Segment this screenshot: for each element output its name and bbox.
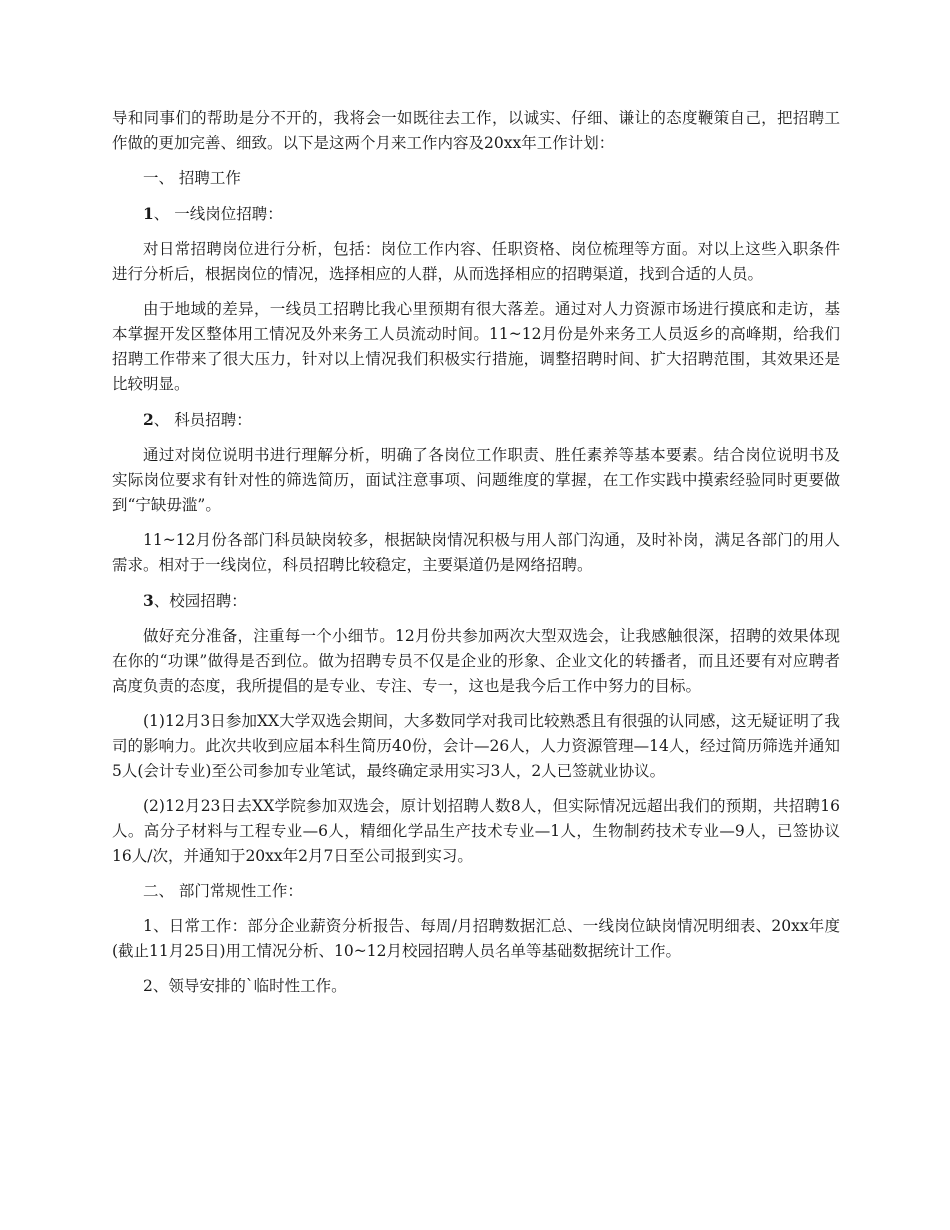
body-paragraph: 2、领导安排的`临时性工作。 [143, 977, 347, 995]
body-paragraph: (1)12月3日参加XX大学双选会期间，大多数同学对我司比较熟悉且有很强的认同感，这无疑证明了我司的影响力。此次共收到应届本科生简历40份，会计—26人，人力资源管理—14人，经过简历筛选并通知5人(会计专业)至公司参加专业笔试，最终确定录用实习3人，2人已签就业协议。 [112, 712, 840, 780]
subsection-number: 1 [143, 204, 154, 223]
body-paragraph: 由于地域的差异，一线员工招聘比我心里预期有很大落差。通过对人力资源市场进行摸底和走访，基本掌握开发区整体用工情况及外来务工人员流动时间。11~12月份是外来务工人员返乡的高峰期，给我们招聘工作带来了很大压力，针对以上情况我们积极实行措施，调整招聘时间、扩大招聘范围，其效果还是比较明显。 [112, 300, 840, 393]
subsection-heading-staff [112, 407, 840, 433]
body-paragraph: 做好充分准备，注重每一个小细节。12月份共参加两次大型双选会，让我感触很深，招聘的效果体现在你的“功课”做得是否到位。做为招聘专员不仅是企业的形象、企业文化的转播者，而且还要有对应聘者高度负责的态度，我所提倡的是专业、专注、专一，这也是我今后工作中努力的目标。 [112, 627, 840, 695]
body-paragraph: 通过对岗位说明书进行理解分析，明确了各岗位工作职责、胜任素养等基本要素。结合岗位说明书及实际岗位要求有针对性的筛选简历，面试注意事项、问题维度的掌握，在工作实践中摸索经验同时更要做到“宁缺毋滥”。 [112, 446, 840, 514]
body-paragraph: 对日常招聘岗位进行分析，包括：岗位工作内容、任职资格、岗位梳理等方面。对以上这些入职条件进行分析后，根据岗位的情况，选择相应的人群，从而选择相应的招聘渠道，找到合适的人员。 [112, 240, 840, 283]
subsection-number: 2 [143, 410, 154, 429]
subsection-title: 、校园招聘： [153, 592, 247, 610]
section-heading-recruitment: 一、 招聘工作 [143, 169, 241, 187]
body-paragraph: 11~12月份各部门科员缺岗较多，根据缺岗情况积极与用人部门沟通，及时补岗，满足各部门的用人需求。相对于一线岗位，科员招聘比较稳定，主要渠道仍是网络招聘。 [112, 531, 840, 574]
subsection-number: 3 [143, 591, 154, 610]
subsection-heading-campus [112, 588, 840, 614]
body-paragraph: (2)12月23日去XX学院参加双选会，原计划招聘人数8人，但实际情况远超出我们的预期，共招聘16人。高分子材料与工程专业—6人，精细化学品生产技术专业—1人，生物制药技术专业—9人，已签协议16人/次，并通知于20xx年2月7日至公司报到实习。 [112, 797, 840, 865]
document-page [112, 106, 840, 1009]
subsection-heading-frontline [112, 201, 840, 227]
body-paragraph: 1、日常工作：部分企业薪资分析报告、每周/月招聘数据汇总、一线岗位缺岗情况明细表、20xx年度(截止11月25日)用工情况分析、10~12月校园招聘人员名单等基础数据统计工作。 [112, 917, 840, 960]
subsection-title: 、 科员招聘： [153, 411, 252, 429]
subsection-title: 、 一线岗位招聘： [153, 205, 283, 223]
intro-paragraph: 导和同事们的帮助是分不开的，我将会一如既往去工作，以诚实、仔细、谦让的态度鞭策自己，把招聘工作做的更加完善、细致。以下是这两个月来工作内容及20xx年工作计划： [112, 109, 840, 152]
section-heading-routine: 二、 部门常规性工作： [143, 882, 303, 900]
